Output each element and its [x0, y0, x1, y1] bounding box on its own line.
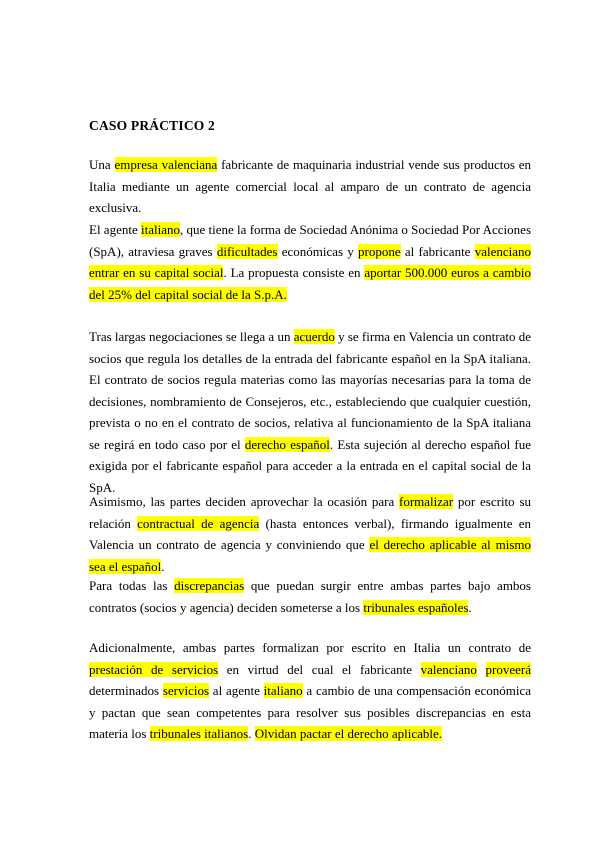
text-run: determinados [89, 683, 163, 698]
paragraph-6 [89, 637, 531, 745]
text-run: . Esta sujeción al derecho español fue exigida por el fabricante español para acceder a la entrada en el capital social de la SpA. [89, 436, 531, 495]
highlighted-text: discrepancias [174, 578, 245, 593]
text-run: a cambio de una compensación económica y pactan que sean competentes para resolver sus posibles discrepancias en esta materia los [89, 683, 531, 741]
text-run: Adicionalmente, ambas partes formalizan por escrito en Italia un contrato de [89, 640, 531, 655]
highlighted-text: empresa valenciana [114, 157, 218, 172]
paragraph-3 [89, 326, 531, 498]
text-run: fabricante de maquinaria industrial vende sus productos en Italia mediante un agente comercial local al amparo de un contrato de agencia exclusiva. [89, 157, 531, 215]
highlighted-text: contractual de agencia [137, 515, 260, 531]
text-run: en virtud del cual el fabricante [218, 661, 421, 677]
highlighted-text: derecho español [244, 436, 330, 452]
text-run: . [248, 726, 255, 741]
highlighted-text: valenciano [474, 243, 531, 259]
text-run: . La propuesta consiste en [223, 265, 365, 280]
highlighted-text: el derecho aplicable al mismo sea el español [89, 537, 531, 574]
text-run: Una [89, 157, 115, 172]
text-run: (hasta entonces verbal), firmando igualmente en Valencia un contrato de agencia y conviniendo que [89, 515, 531, 552]
highlighted-text: italiano [263, 683, 303, 698]
text-run: Para todas las [89, 578, 175, 593]
text-run: Tras largas negociaciones se llega a un [89, 329, 294, 344]
paragraph-1 [89, 154, 531, 219]
highlighted-text: dificultades [216, 243, 278, 259]
text-run: al agente [209, 683, 264, 698]
paragraph-4 [89, 491, 531, 577]
text-run: . [161, 558, 165, 574]
paragraph-5 [89, 575, 531, 618]
highlighted-text: entrar en su capital social [89, 265, 224, 280]
paragraph-2 [89, 219, 531, 305]
highlighted-text: tribunales españoles [363, 599, 469, 615]
text-run: al fabricante [400, 243, 475, 259]
highlighted-text: formalizar [399, 494, 454, 509]
document-title: CASO PRÁCTICO 2 [89, 118, 216, 133]
text-run: Asimismo, las partes deciden aprovechar la ocasión para [89, 494, 399, 509]
text-run: y se firma en Valencia un contrato de socios que regula los detalles de la entrada del fabricante español en la SpA italiana. El contrato de socios regula materias como las mayorías necesarias para la toma de decisiones, nombramiento de Consejeros, etc., estableciendo que cualquier cuestión, prevista o no en el contrato de socios, relativa al funcionamiento de la SpA italiana se regirá en todo caso por el [89, 329, 531, 452]
text-run [477, 662, 486, 677]
text-run: que puedan surgir entre ambas partes bajo ambos contratos (socios y agencia) deciden someterse a los [89, 578, 531, 615]
highlighted-text: aportar 500.000 euros a cambio del 25% del capital social de la S.p.A. [89, 265, 531, 302]
text-run: por escrito su relación [89, 494, 531, 531]
highlighted-text: servicios [162, 683, 210, 698]
highlighted-text: propone [358, 243, 401, 259]
highlighted-text: proveerá [485, 661, 532, 677]
highlighted-text: Olvidan pactar el derecho aplicable. [254, 726, 443, 741]
text-run: . [468, 599, 472, 615]
highlighted-text: prestación de servicios [89, 661, 219, 677]
text-run: económicas y [277, 243, 359, 259]
highlighted-text: italiano [141, 222, 180, 237]
text-run: El agente [89, 222, 141, 237]
highlighted-text: valenciano [420, 661, 477, 677]
highlighted-text: tribunales italianos [149, 726, 249, 741]
highlighted-text: acuerdo [293, 329, 335, 344]
text-run: , que tiene la forma de Sociedad Anónima o Sociedad Por Acciones (SpA), atraviesa graves [89, 222, 531, 259]
